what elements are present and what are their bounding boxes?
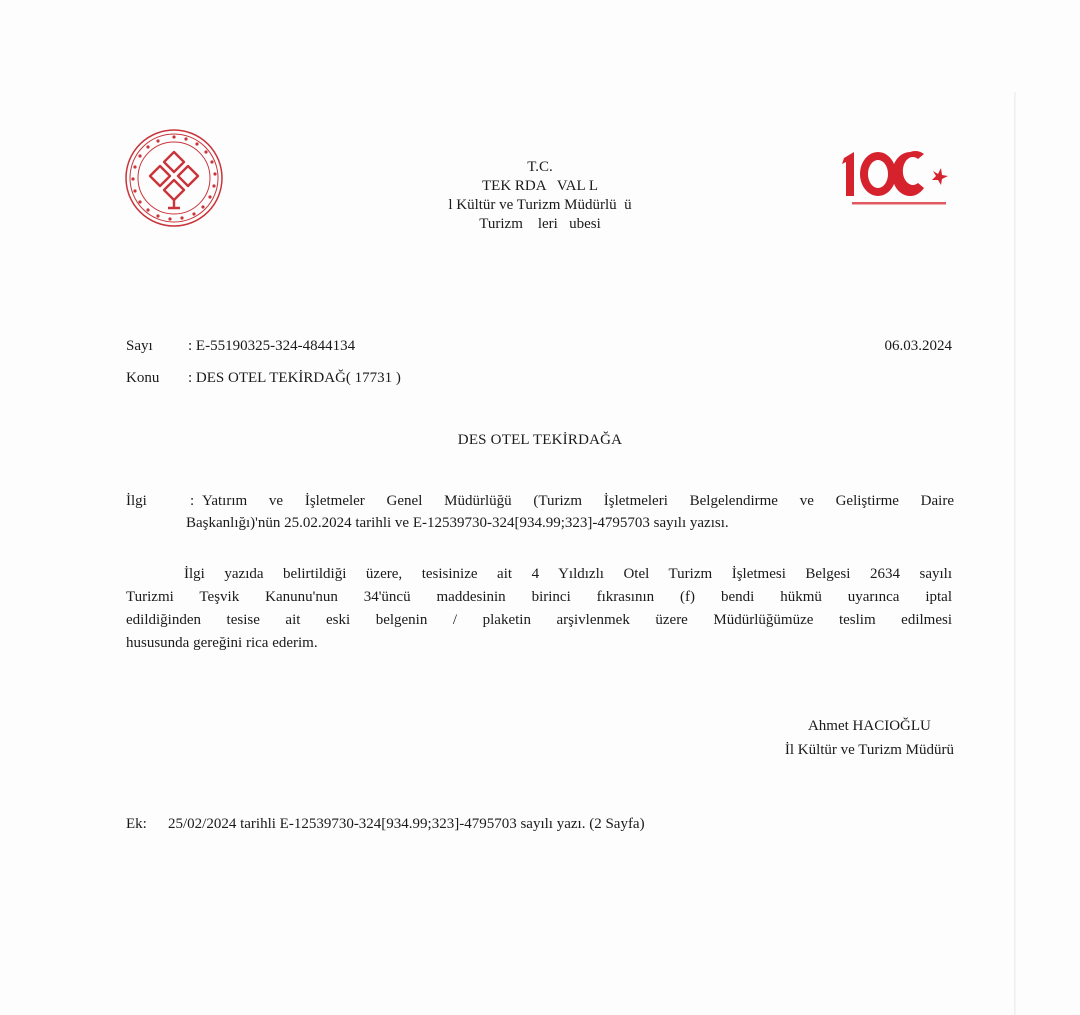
signatory-name: Ahmet HACIOĞLU xyxy=(807,718,931,734)
attachment-line xyxy=(126,814,645,834)
header-line-tc: T.C. xyxy=(527,159,553,175)
sayi-value: : E-55190325-324-4844134 xyxy=(188,338,356,354)
sayi-label: Sayı xyxy=(126,338,153,354)
page-edge-shadow xyxy=(1014,92,1016,1015)
letterhead xyxy=(380,158,700,234)
ilgi-colon: : xyxy=(190,493,195,509)
header-line-governorship: TEK RDA VAL L xyxy=(482,178,598,194)
body-line-1: İlgi yazıda belirtildiği üzere, tesisinize ait 4 Yıldızlı Otel Turizm İşletmesi Belgesi 2634 sayılı xyxy=(184,566,952,582)
header-line-directorate: l Kültür ve Turizm Müdürlü ü xyxy=(448,197,632,213)
ilgi-line-2: Başkanlığı)'nün 25.02.2024 tarihli ve E-12539730-324[934.99;323]-4795703 sayılı yazısı. xyxy=(186,515,729,531)
body-line-3: edildiğinden tesise ait eski belgenin / plaketin arşivlenmek üzere Müdürlüğümüze teslim edilmesi xyxy=(126,612,952,628)
signature-block xyxy=(785,714,954,762)
body-line-2: Turizmi Teşvik Kanunu'nun 34'üncü maddesinin birinci fıkrasının (f) bendi hükmü uyarınca iptal xyxy=(126,589,952,605)
signatory-title: İl Kültür ve Turizm Müdürü xyxy=(784,742,954,758)
ministry-emblem-logo xyxy=(124,128,224,228)
ilgi-label: İlgi xyxy=(126,493,147,509)
body-line-4: hususunda gereğini rica ederim. xyxy=(126,635,318,651)
header-line-department: Turizm leri ubesi xyxy=(479,216,601,232)
recipient-heading: DES OTEL TEKİRDAĞA xyxy=(457,432,623,448)
attachment-text: 25/02/2024 tarihli E-12539730-324[934.99;323]-4795703 sayılı yazı. (2 Sayfa) xyxy=(168,816,645,832)
attachment-label: Ek: xyxy=(126,816,147,832)
turkiye-100-years-logo xyxy=(840,146,958,212)
body-paragraph xyxy=(126,563,952,655)
document-date: 06.03.2024 xyxy=(884,338,952,354)
ilgi-reference xyxy=(186,490,954,534)
konu-value: : DES OTEL TEKİRDAĞ( 17731 ) xyxy=(188,370,401,386)
ilgi-line-1: Yatırım ve İşletmeler Genel Müdürlüğü (Turizm İşletmeleri Belgelendirme ve Geliştirme Daire xyxy=(202,493,954,509)
konu-label: Konu xyxy=(126,370,160,386)
